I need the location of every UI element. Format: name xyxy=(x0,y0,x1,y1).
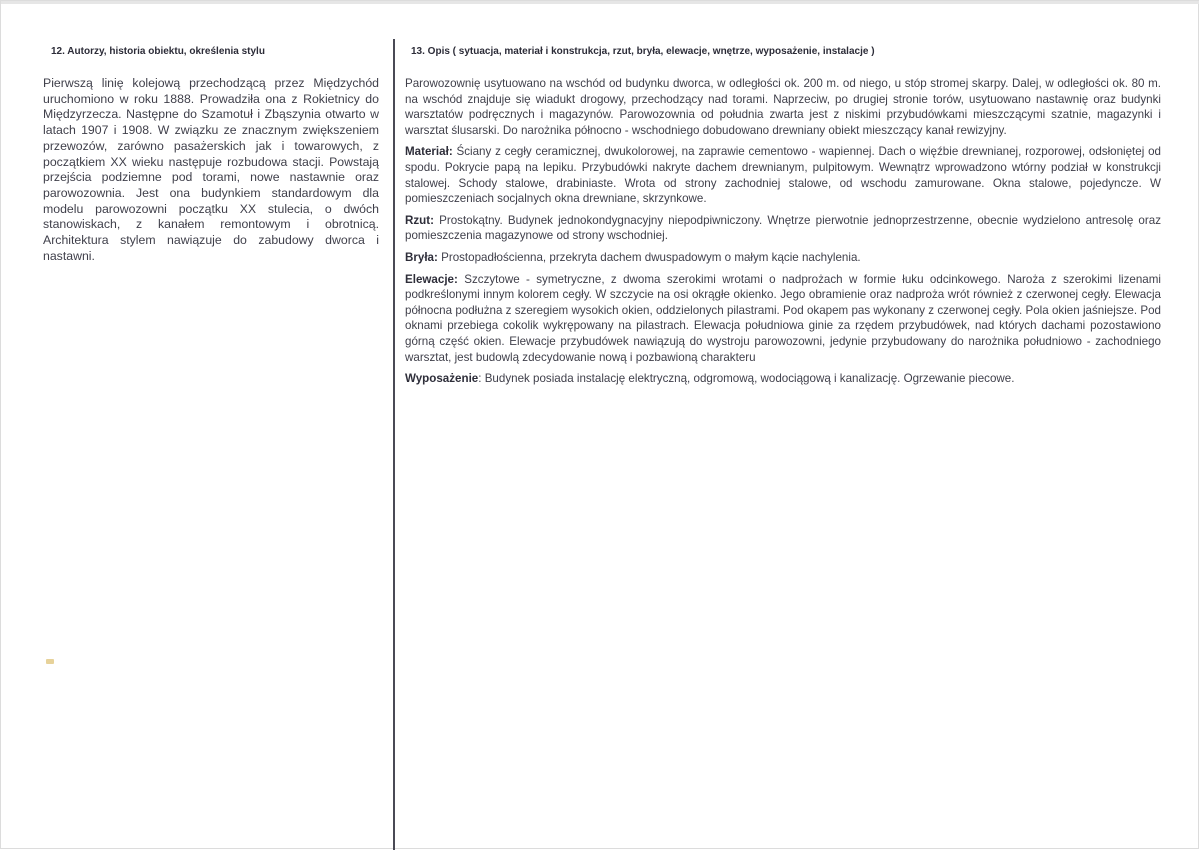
elevations-paragraph xyxy=(405,272,1161,366)
massing-text: Prostopadłościenna, przekryta dachem dwuspadowym o małym kącie nachylenia. xyxy=(437,250,861,264)
elevations-text: Szczytowe - symetryczne, z dwoma szerokimi wrotami o nadprożach w formie łuku odcinkowego. Naroża z szerokimi lizenami podkreślonymi innym kolorem cegły. W szczycie na osi okrągłe okienko. Jego obramienie oraz nadproża wrót również z czerwonej cegły. Elewacja północna podłużna z szeregiem wysokich okien, oddzielonych pilastrami. Pod okapem pas wykonany z czerwonej cegły. Pola okien jaśniejsze. Pod oknami przebiega cokolik wykrępowany na pilastrach. Elewacja południowa ginie za rzędem przybudówek, nad których dachami pozostawiono górną część okien. Elewacje przybudówek nawiązują do wystroju parowozowni, jedynie przybudowany do narożnika południowo - zachodniego warsztat, jest budowlą zdecydowanie nową i pozbawioną charakteru xyxy=(405,272,1161,364)
history-paragraph: Pierwszą linię kolejową przechodzącą przez Międzychód uruchomiono w roku 1888. Prowadziła ona z Rokietnicy do Międzyrzecza. Następne do Szamotuł i Zbąszynia otwarto w latach 1907 i 1908. W związku ze znacznym zwiększeniem przewozów, zarówno pasażerskich jak i towarowych, z początkiem XX wieku następuje rozbudowa stacji. Powstają przejścia podziemne pod torami, nowe nastawnie oraz parowozownia. Jest ona budynkiem standardowym dla modelu parowozowni początku XX stulecia, o dwóch stanowiskach, z kanałem remontowym i obrotnicą. Architektura stylem nawiązuje do zabudowy dworca i nastawni. xyxy=(43,76,379,263)
material-text: Ściany z cegły ceramicznej, dwukolorowej, na zaprawie cementowo - wapiennej. Dach o więźbie drewnianej, rozporowej, odsłoniętej od spodu. Pokrycie papą na lepiku. Przybudówki nakryte dachem drewnianym, pulpitowym. Wewnątrz wprowadzono wtórny podział w konstrukcji stalowej. Schody stalowe, drabiniaste. Wrota od strony zachodniej stalowe, od wschodu zamurowane. Okna stalowe, pojedyncze. W pomieszczeniach socjalnych okna drewniane, skrzynkowe. xyxy=(405,145,1161,206)
section-12-heading: 12. Autorzy, historia obiektu, określenia stylu xyxy=(51,46,265,57)
material-label: Materiał: xyxy=(405,145,453,159)
elevations-label: Elewacje: xyxy=(405,272,458,286)
scan-stain-mark xyxy=(46,659,54,664)
left-column xyxy=(43,45,379,264)
plan-paragraph xyxy=(405,213,1161,244)
massing-label: Bryła: xyxy=(405,250,438,264)
location-paragraph: Parowozownię usytuowano na wschód od budynku dworca, w odległości ok. 200 m. od niego, u stóp stromej skarpy. Dalej, w odległości ok. 80 m. na wschód znajduje się wiadukt drogowy, przechodzący nad torami. Naprzeciw, po drugiej stronie torów, usytuowano nastawnię oraz budynki warsztatów podręcznych i magazynów. Parowozownia od południa zwarta jest z niskimi przybudówkami mieszczącymi szatnie, magazynki i warsztat ślusarski. Do narożnika północno - wschodniego dobudowano drewniany obiekt mieszczący kanał rewizyjny. xyxy=(405,77,1161,137)
material-paragraph xyxy=(405,144,1161,206)
plan-label: Rzut: xyxy=(405,213,434,227)
column-divider xyxy=(393,39,395,850)
massing-paragraph xyxy=(405,250,1161,266)
scan-edge xyxy=(1,1,1199,4)
equipment-label: Wyposażenie xyxy=(405,372,479,386)
plan-text: Prostokątny. Budynek jednokondygnacyjny niepodpiwniczony. Wnętrze pierwotnie jednoprzestrzenne, obecnie wydzielono antresolę oraz pomieszczenia magazynowe od strony wschodniej. xyxy=(405,213,1161,243)
right-column xyxy=(405,45,1161,393)
equipment-text: : Budynek posiada instalację elektryczną, odgromową, wodociągową i kanalizację. Ogrzewanie piecowe. xyxy=(478,372,1015,386)
equipment-paragraph xyxy=(405,371,1161,387)
section-13-heading: 13. Opis ( sytuacja, materiał i konstrukcja, rzut, bryła, elewacje, wnętrze, wyposażenie, instalacje ) xyxy=(411,46,875,57)
